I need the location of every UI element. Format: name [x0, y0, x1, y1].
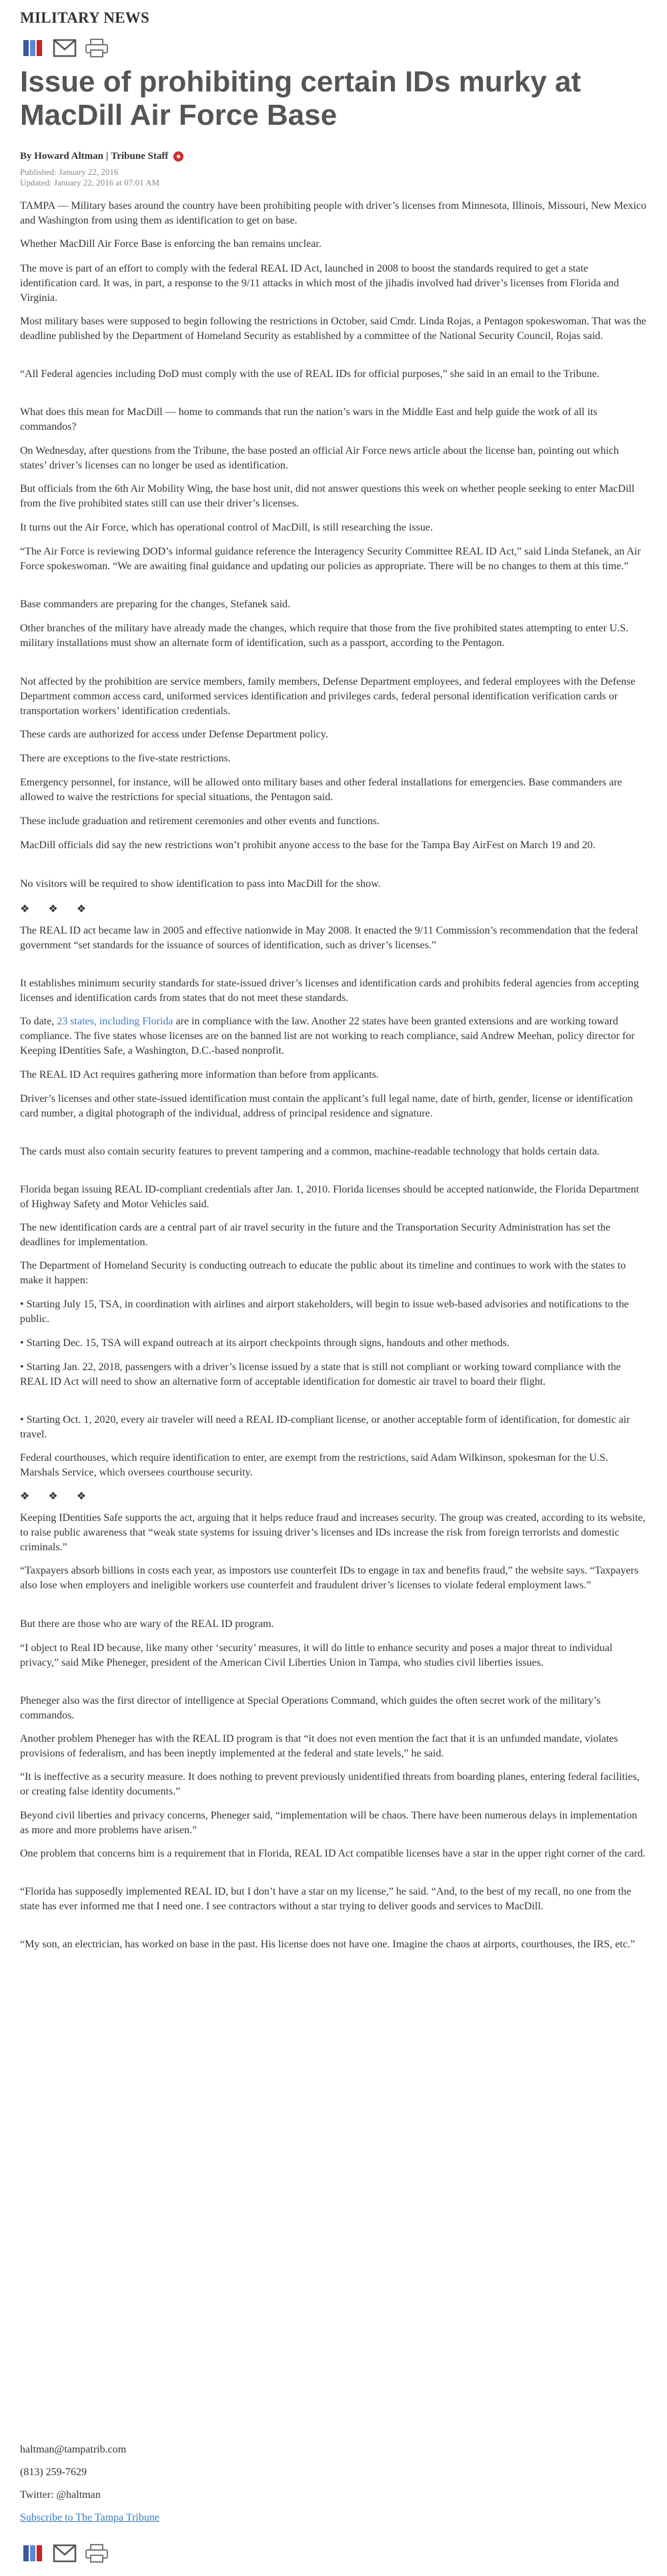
- paragraph: The Department of Homeland Security is conducting outreach to educate the public about its timeline and continues to work with the states to make it happen:: [20, 1260, 626, 1286]
- paragraph: It turns out the Air Force, which has operational control of MacDill, is still researching the issue.: [20, 522, 433, 533]
- paragraph: “It is ineffective as a security measure. It does nothing to prevent previously unidentified threats from boarding planes, entering federal facilities, or creating false identity documents.”: [20, 1771, 640, 1797]
- social-share-button[interactable]: [20, 2541, 45, 2565]
- paragraph: Other branches of the military have already made the changes, which require that those from the five prohibited states attempting to enter U.S. military installations must show an alternate form of identification, such as a passport, according to the Pentagon.: [20, 623, 629, 649]
- paragraph: Base commanders are preparing for the changes, Stefanek said.: [20, 599, 291, 610]
- author-role: Tribune Staff: [111, 151, 169, 162]
- share-toolbar-top: [20, 36, 109, 60]
- states-compliance-link[interactable]: 23 states, including Florida: [57, 1016, 173, 1027]
- published-date: Published: January 22, 2016: [20, 167, 119, 177]
- updated-date: Updated: January 22, 2016 at 07:01 AM: [20, 178, 160, 188]
- paragraph: Pheneger also was the first director of intelligence at Special Operations Command, which guides the often secret work of the military’s commandos.: [20, 1695, 601, 1721]
- paragraph: What does this mean for MacDill — home to commands that run the nation’s wars in the Middle East and help guide the work of all its commandos?: [20, 406, 598, 432]
- paragraph: “Florida has supposedly implemented REAL ID, but I don’t have a star on my license,” he said. “And, to the best of my recall, no one from the state has ever informed me that I need one. I see contractors without a star trying to deliver goods and services to MacDill.: [20, 1886, 632, 1912]
- compliance-prefix: To date,: [20, 1016, 55, 1027]
- paragraph: But officials from the 6th Air Mobility Wing, the base host unit, did not answer questions this week on whether people seeking to enter MacDill from the five prohibited states still can use their driver’s licenses.: [20, 483, 635, 509]
- paragraph: Not affected by the prohibition are service members, family members, Defense Department employees, and federal employees with the Defense Department common access card, uniformed services identification and privileges cards, federal personal identification verification cards or transportation workers’ identification credentials.: [20, 676, 636, 717]
- paragraph: TAMPA — Military bases around the country have been prohibiting people with driver’s licenses from Minnesota, Illinois, Missouri, New Mexico and Washington from using them as identification to get on base.: [20, 200, 647, 226]
- paragraph: Beyond civil liberties and privacy concerns, Pheneger said, “implementation will be chaos. There have been numerous delays in implementation as more and more problems have arisen.”: [20, 1810, 638, 1836]
- paragraph: These include graduation and retirement ceremonies and other events and functions.: [20, 816, 380, 827]
- social-share-button[interactable]: [20, 36, 45, 60]
- email-button[interactable]: [52, 2541, 77, 2565]
- section-divider: ❖ ❖ ❖: [20, 904, 95, 915]
- author-profile-icon[interactable]: [173, 151, 183, 162]
- author-name[interactable]: By Howard Altman: [20, 151, 104, 162]
- bullet-item: • Starting Oct. 1, 2020, every air traveler will need a REAL ID-compliant license, or another acceptable form of identification, for domestic air travel.: [20, 1414, 630, 1440]
- paragraph: The new identification cards are a central part of air travel security in the future and the Transportation Security Administration has set the deadlines for implementation.: [20, 1222, 611, 1248]
- paragraph: Most military bases were supposed to begin following the restrictions in October, said Cmdr. Linda Rojas, a Pentagon spokeswoman. That was the deadline published by the Department of Homeland Security as established by a committee of the National Security Council, Rojas said.: [20, 316, 646, 342]
- print-button[interactable]: [84, 2541, 109, 2565]
- bullet-item: • Starting Dec. 15, TSA will expand outreach at its airport checkpoints through signs, handouts and other methods.: [20, 1337, 510, 1349]
- compliance-text: are in compliance with the law. Another 22 states have been granted extensions and are working toward compliance. The five states whose licenses are on the banned list are not working to reach compliance, said Andrew Meehan, policy director for Keeping IDentities Safe, a Washington, D.C.-based nonprofit.: [20, 1016, 635, 1056]
- paragraph: “My son, an electrician, has worked on base in the past. His license does not have one. Imagine the chaos at airports, courthouses, the IRS, etc.”: [20, 1939, 635, 1950]
- paragraph: MacDill officials did say the new restrictions won’t prohibit anyone access to the base for the Tampa Bay AirFest on March 19 and 20.: [20, 840, 596, 851]
- printer-icon: [85, 2543, 109, 2563]
- paragraph: “The Air Force is reviewing DOD’s informal guidance reference the Interagency Security Committee REAL ID Act,” said Linda Stefanek, an Air Force spokeswoman. “We are awaiting final guidance and updating our policies as appropriate. There will be no changes to them at this time.”: [20, 546, 641, 572]
- paragraph: On Wednesday, after questions from the Tribune, the base posted an official Air Force news article about the license ban, pointing out which states’ driver’s licenses can no longer be used as identification.: [20, 445, 619, 471]
- paragraph: The move is part of an effort to comply with the federal REAL ID Act, launched in 2008 to boost the standards required to get a state identification card. It was, in part, a response to the 9/11 attacks in which most of the jihadis involved had driver’s licenses from Florida and Virginia.: [20, 263, 619, 304]
- paragraph: Whether MacDill Air Force Base is enforcing the ban remains unclear.: [20, 238, 321, 250]
- paragraph: “All Federal agencies including DoD must comply with the use of REAL IDs for official purposes,” she said in an email to the Tribune.: [20, 368, 600, 380]
- compliance-paragraph: [20, 1014, 647, 1058]
- article-headline: Issue of prohibiting certain IDs murky at MacDill Air Force Base: [20, 65, 582, 131]
- share-toolbar-bottom: [20, 2541, 109, 2565]
- printer-icon: [85, 38, 109, 58]
- author-phone: (813) 259-7629: [20, 2467, 87, 2478]
- paragraph: These cards are authorized for access under Defense Department policy.: [20, 729, 328, 740]
- byline: [20, 151, 183, 162]
- paragraph: Federal courthouses, which require identification to enter, are exempt from the restrictions, said Adam Wilkinson, spokesman for the U.S. Marshals Service, which oversees courthouse security.: [20, 1452, 608, 1478]
- paragraph: There are exceptions to the five-state restrictions.: [20, 753, 231, 764]
- envelope-icon: [53, 2543, 77, 2563]
- envelope-icon: [53, 38, 77, 58]
- print-button[interactable]: [84, 36, 109, 60]
- bullet-item: • Starting July 15, TSA, in coordination with airlines and airport stakeholders, will begin to issue web-based advisories and notifications to the public.: [20, 1299, 629, 1325]
- social-share-icon: [21, 37, 44, 59]
- paragraph: No visitors will be required to show identification to pass into MacDill for the show.: [20, 878, 381, 890]
- email-button[interactable]: [52, 36, 77, 60]
- paragraph: “Taxpayers absorb billions in costs each year, as impostors use counterfeit IDs to engage in tax and benefits fraud,” the website says. “Taxpayers also lose when employers and ineligible workers use counterfeit and fraudulent driver’s licenses to violate federal employment laws.”: [20, 1565, 639, 1591]
- author-email[interactable]: haltman@tampatrib.com: [20, 2444, 127, 2455]
- paragraph: Florida began issuing REAL ID-compliant credentials after Jan. 1, 2010. Florida licenses should be accepted nationwide, the Florida Department of Highway Safety and Motor Vehicles said.: [20, 1184, 640, 1210]
- paragraph: “I object to Real ID because, like many other ‘security’ measures, it will do little to enhance security and poses a major threat to individual privacy,” said Mike Pheneger, president of the American Civil Liberties Union in Tampa, who studies civil liberties issues.: [20, 1642, 613, 1668]
- section-label: MILITARY NEWS: [20, 9, 150, 26]
- paragraph: It establishes minimum security standards for state-issued driver’s licenses and identification cards and prohibits federal agencies from accepting licenses and identification cards from states that do not meet these standards.: [20, 978, 639, 1004]
- paragraph: Another problem Pheneger has with the REAL ID program is that “it does not even mention the fact that it is an unfunded mandate, violates provisions of federalism, and has been ineptly implemented at the federal and state levels,” he said.: [20, 1733, 618, 1759]
- paragraph: But there are those who are wary of the REAL ID program.: [20, 1618, 274, 1630]
- paragraph: The cards must also contain security features to prevent tampering and a common, machine-readable technology that holds certain data.: [20, 1146, 600, 1157]
- paragraph: Keeping IDentities Safe supports the act, arguing that it helps reduce fraud and increases security. The group was created, according to its website, to raise public awareness that “weak state systems for issuing driver’s licenses and IDs increase the risk from foreign terrorists and domestic criminals.”: [20, 1512, 646, 1553]
- subscribe-link[interactable]: Subscribe to The Tampa Tribune: [20, 2512, 159, 2523]
- social-share-icon: [21, 2542, 44, 2565]
- author-twitter[interactable]: Twitter: @haltman: [20, 2489, 101, 2501]
- paragraph: Emergency personnel, for instance, will be allowed onto military bases and other federal installations for emergencies. Base commanders are allowed to waive the restrictions for special situations, the Pentagon said.: [20, 777, 622, 803]
- paragraph: The REAL ID Act requires gathering more information than before from applicants.: [20, 1069, 379, 1080]
- paragraph: One problem that concerns him is a requirement that in Florida, REAL ID Act compatible licenses have a star in the upper right corner of the card.: [20, 1848, 646, 1859]
- section-divider: ❖ ❖ ❖: [20, 1491, 95, 1502]
- paragraph: The REAL ID act became law in 2005 and effective nationwide in May 2008. It enacted the 9/11 Commission’s recommendation that the federal government “set standards for the issuance of sources of identification, such as driver’s licenses.”: [20, 925, 638, 951]
- byline-separator: |: [106, 151, 109, 162]
- paragraph: Driver’s licenses and other state-issued identification must contain the applicant’s full legal name, date of birth, gender, license or identification card number, a digital photograph of the individual, address of principal residence and signature.: [20, 1093, 633, 1119]
- bullet-item: • Starting Jan. 22, 2018, passengers with a driver’s license issued by a state that is still not compliant or working toward compliance with the REAL ID Act will need to show an alternative form of acceptable identification for domestic air travel to board their flight.: [20, 1361, 621, 1387]
